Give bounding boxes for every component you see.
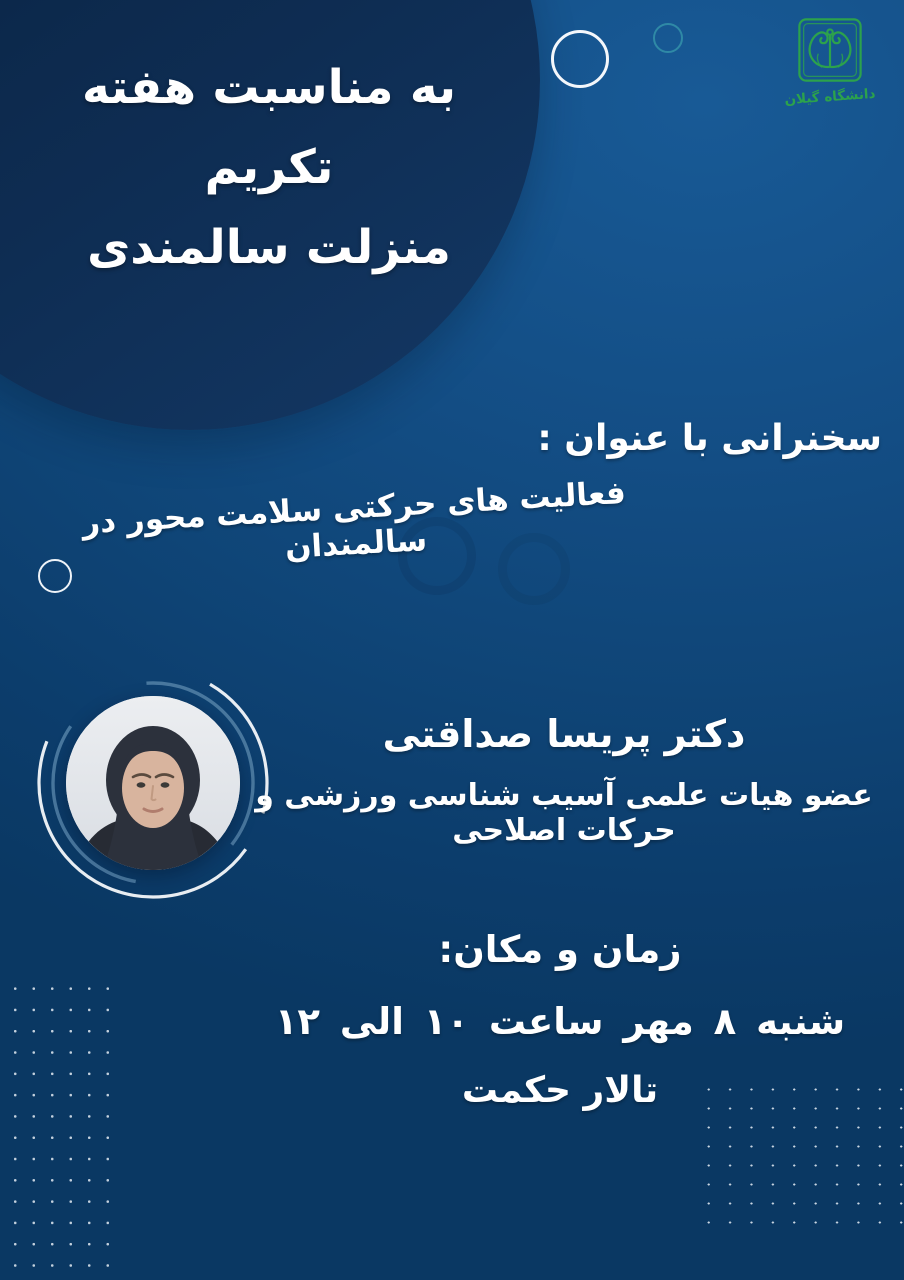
circle-outline-decoration <box>551 30 609 88</box>
poster-title-line1: به مناسبت هفته تکریم <box>81 60 457 195</box>
poster-title <box>38 48 500 288</box>
lecture-topic: فعالیت های حرکتی سلامت محور در سالمندان <box>81 474 627 566</box>
dot-grid-left <box>6 978 124 1270</box>
speaker-portrait-icon <box>66 696 240 870</box>
teal-circle-outline-decoration <box>653 23 683 53</box>
schedule-block <box>210 928 904 1111</box>
schedule-heading: زمان و مکان: <box>438 928 682 971</box>
speaker-info <box>248 712 880 848</box>
university-emblem-icon <box>796 16 864 84</box>
university-name: دانشگاه گیلان <box>784 85 876 109</box>
speaker-photo <box>66 696 240 870</box>
speaker-name: دکتر پریسا صداقتی <box>382 712 746 756</box>
lecture-heading: سخنرانی با عنوان : <box>537 418 882 459</box>
poster-title-line2: منزلت سالمندی <box>87 220 451 275</box>
schedule-datetime: شنبه ۸ مهر ساعت ۱۰ الی ۱۲ <box>274 1000 846 1043</box>
speaker-affiliation: عضو هیات علمی آسیب شناسی ورزشی و حرکات اصلاحی <box>255 778 873 848</box>
university-logo <box>766 16 894 109</box>
schedule-venue: تالار حکمت <box>461 1070 659 1111</box>
